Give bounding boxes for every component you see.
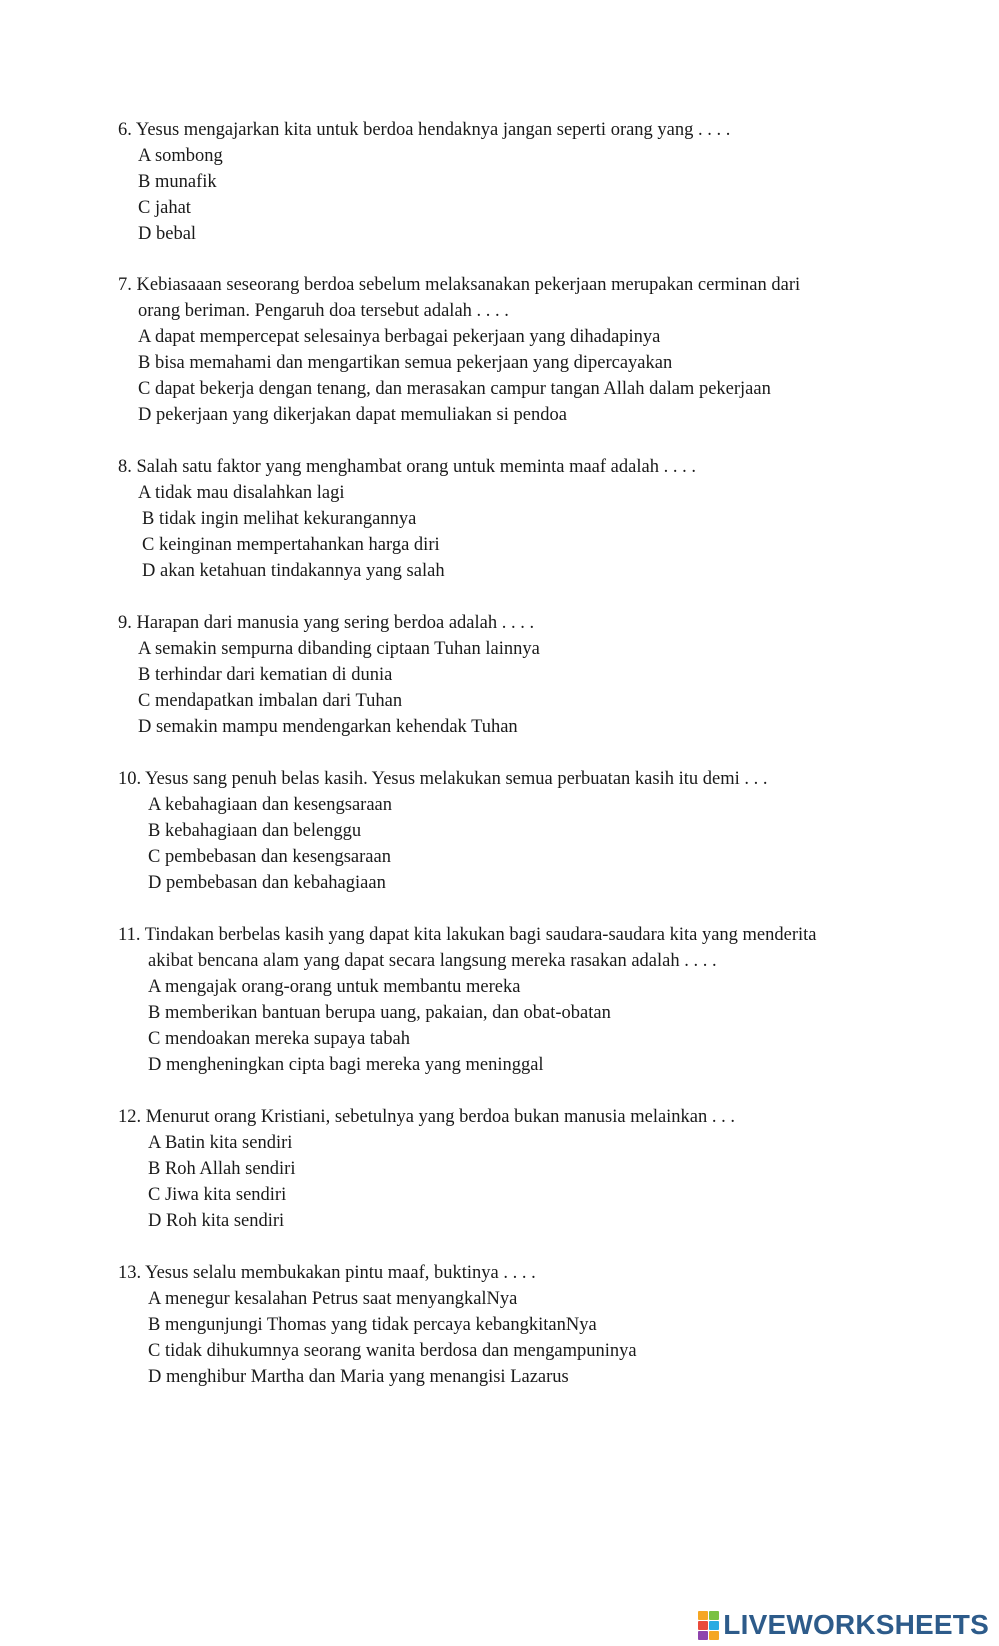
option-12c: C Jiwa kita sendiri bbox=[148, 1185, 287, 1205]
question-9 bbox=[118, 610, 878, 740]
logo-mark-cell bbox=[698, 1611, 708, 1620]
logo-mark-cell bbox=[698, 1631, 708, 1640]
option-10b: B kebahagiaan dan belenggu bbox=[148, 821, 362, 841]
option-12a: A Batin kita sendiri bbox=[148, 1133, 293, 1153]
option-10a: A kebahagiaan dan kesengsaraan bbox=[148, 795, 392, 815]
option-9b: B terhindar dari kematian di dunia bbox=[138, 665, 393, 685]
question-8-text: 8. Salah satu faktor yang menghambat orang untuk meminta maaf adalah . . . . bbox=[118, 457, 696, 477]
logo-mark-cell bbox=[709, 1621, 719, 1630]
logo-mark-cell bbox=[698, 1621, 708, 1630]
logo-mark-icon bbox=[698, 1611, 719, 1640]
question-7 bbox=[118, 272, 878, 428]
option-9a: A semakin sempurna dibanding ciptaan Tuhan lainnya bbox=[138, 639, 540, 659]
option-13c: C tidak dihukumnya seorang wanita berdosa dan mengampuninya bbox=[148, 1341, 637, 1361]
question-13-text: 13. Yesus selalu membukakan pintu maaf, buktinya . . . . bbox=[118, 1263, 536, 1283]
option-11b: B memberikan bantuan berupa uang, pakaian, dan obat-obatan bbox=[148, 1003, 611, 1023]
question-13 bbox=[118, 1260, 878, 1390]
logo-mark-cell bbox=[709, 1611, 719, 1620]
option-10c: C pembebasan dan kesengsaraan bbox=[148, 847, 391, 867]
question-11 bbox=[118, 922, 878, 1078]
option-7d: D pekerjaan yang dikerjakan dapat memuliakan si pendoa bbox=[138, 405, 567, 425]
option-8d: D akan ketahuan tindakannya yang salah bbox=[142, 561, 445, 581]
question-7-text-line-2: orang beriman. Pengaruh doa tersebut adalah . . . . bbox=[138, 301, 509, 321]
option-11c: C mendoakan mereka supaya tabah bbox=[148, 1029, 410, 1049]
liveworksheets-logo[interactable] bbox=[698, 1610, 989, 1640]
question-8 bbox=[118, 454, 878, 584]
option-9d: D semakin mampu mendengarkan kehendak Tuhan bbox=[138, 717, 518, 737]
option-12b: B Roh Allah sendiri bbox=[148, 1159, 296, 1179]
option-7a: A dapat mempercepat selesainya berbagai pekerjaan yang dihadapinya bbox=[138, 327, 661, 347]
option-6d: D bebal bbox=[138, 224, 197, 244]
option-10d: D pembebasan dan kebahagiaan bbox=[148, 873, 386, 893]
logo-text: LIVEWORKSHEETS bbox=[723, 1609, 989, 1640]
question-6-text: 6. Yesus mengajarkan kita untuk berdoa hendaknya jangan seperti orang yang . . . . bbox=[118, 120, 731, 140]
question-6 bbox=[118, 117, 878, 247]
option-6a: A sombong bbox=[138, 146, 223, 166]
option-8a: A tidak mau disalahkan lagi bbox=[138, 483, 345, 503]
question-12 bbox=[118, 1104, 878, 1234]
option-7c: C dapat bekerja dengan tenang, dan merasakan campur tangan Allah dalam pekerjaan bbox=[138, 379, 771, 399]
option-12d: D Roh kita sendiri bbox=[148, 1211, 285, 1231]
question-11-text-line-1: 11. Tindakan berbelas kasih yang dapat kita lakukan bagi saudara-saudara kita yang menderita bbox=[118, 925, 817, 945]
question-9-text: 9. Harapan dari manusia yang sering berdoa adalah . . . . bbox=[118, 613, 535, 633]
option-13b: B mengunjungi Thomas yang tidak percaya kebangkitanNya bbox=[148, 1315, 597, 1335]
logo-mark-cell bbox=[709, 1631, 719, 1640]
option-11d: D mengheningkan cipta bagi mereka yang meninggal bbox=[148, 1055, 544, 1075]
option-7b: B bisa memahami dan mengartikan semua pekerjaan yang dipercayakan bbox=[138, 353, 673, 373]
option-13a: A menegur kesalahan Petrus saat menyangkalNya bbox=[148, 1289, 518, 1309]
option-6c: C jahat bbox=[138, 198, 191, 218]
question-12-text: 12. Menurut orang Kristiani, sebetulnya yang berdoa bukan manusia melainkan . . . bbox=[118, 1107, 736, 1127]
option-8b: B tidak ingin melihat kekurangannya bbox=[142, 509, 417, 529]
question-10 bbox=[118, 766, 878, 896]
question-11-text-line-2: akibat bencana alam yang dapat secara langsung mereka rasakan adalah . . . . bbox=[148, 951, 717, 971]
option-11a: A mengajak orang-orang untuk membantu mereka bbox=[148, 977, 521, 997]
option-9c: C mendapatkan imbalan dari Tuhan bbox=[138, 691, 403, 711]
question-7-text-line-1: 7. Kebiasaaan seseorang berdoa sebelum melaksanakan pekerjaan merupakan cerminan dari bbox=[118, 275, 801, 295]
option-13d: D menghibur Martha dan Maria yang menangisi Lazarus bbox=[148, 1367, 569, 1387]
option-8c: C keinginan mempertahankan harga diri bbox=[142, 535, 440, 555]
question-10-text: 10. Yesus sang penuh belas kasih. Yesus melakukan semua perbuatan kasih itu demi . . . bbox=[118, 769, 768, 789]
option-6b: B munafik bbox=[138, 172, 217, 192]
